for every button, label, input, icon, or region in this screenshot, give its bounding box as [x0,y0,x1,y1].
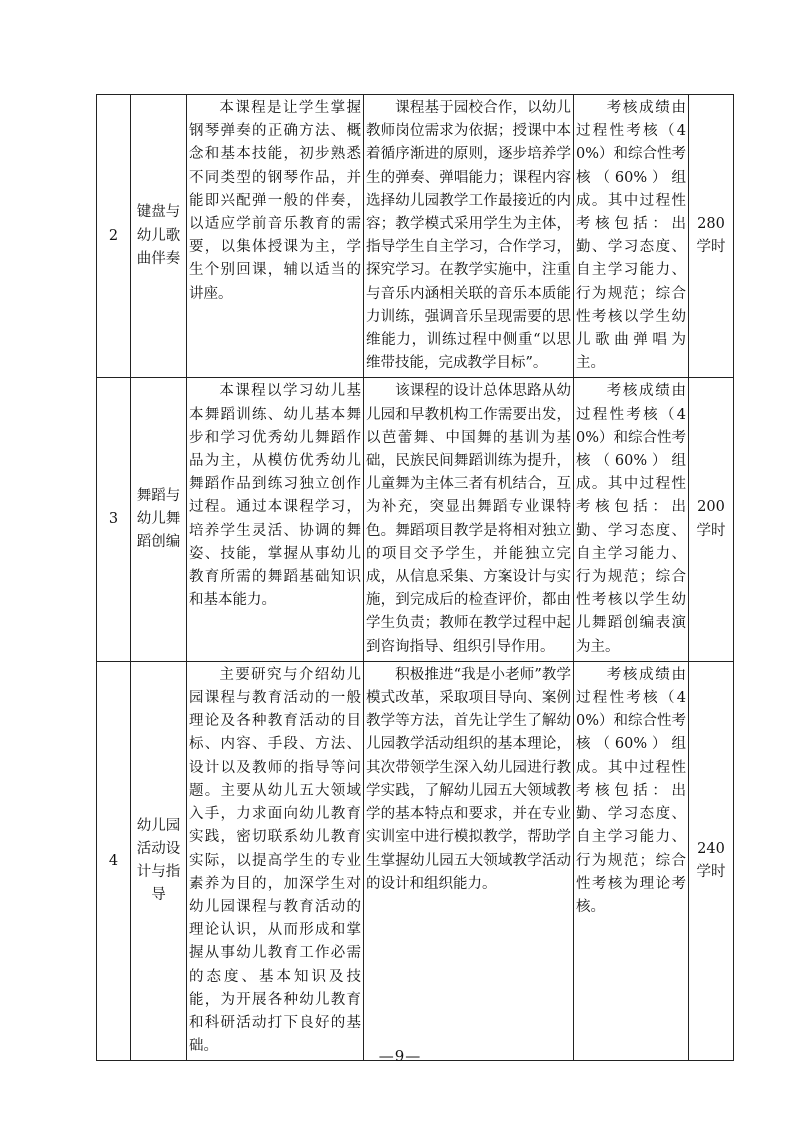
course-goal [187,661,364,1060]
hours-unit: 学时 [696,522,726,539]
assessment-text: 考核成绩由过程性考核（40%）和综合性考核（60%）组成。其中过程性考核包括：出勤、学习态度、自主学习能力、行为规范；综合性考核以学生幼儿歌曲弹唱为主。 [576,100,687,372]
course-table [96,94,734,1061]
table-row [97,378,734,661]
course-goal [187,95,364,378]
row-index: 2 [97,95,131,378]
assessment-text: 考核成绩由过程性考核（40%）和综合性考核（60%）组成。其中过程性考核包括：出勤、学习态度、自主学习能力、行为规范；综合性考核为理论考核。 [576,666,687,915]
row-index: 4 [97,661,131,1060]
course-goal-text: 主要研究与介绍幼儿园课程与教育活动的一般理论及各种教育活动的目标、内容、手段、方法、设计以及教师的指导等问题。主要从幼儿五大领域入手，力求面向幼儿教育实践，密切联系幼儿教育实际，以提高学生的专业素养为目的，加深学生对幼儿园课程与教育活动的理论认识，从而形成和掌握从事幼儿教育工作必需的态度、基本知识及技能，为开展各种幼儿教育和科研活动打下良好的基础。 [189,666,361,1055]
hours-number: 200 [697,499,725,516]
page-number: —9— [378,1047,422,1065]
course-name: 幼儿园活动设计与指导 [131,661,187,1060]
course-goal-text: 本课程是让学生掌握钢琴弹奏的正确方法、概念和基本技能，初步熟悉不同类型的钢琴作品，并能即兴配弹一般的伴奏，以适应学前音乐教育的需要，以集体授课为主，学生个别回课，辅以适当的讲座。 [189,100,361,302]
course-hours [689,661,734,1060]
teaching-method [364,661,574,1060]
row-index: 3 [97,378,131,661]
teaching-method [364,95,574,378]
assessment-text: 考核成绩由过程性考核（40%）和综合性考核（60%）组成。其中过程性考核包括：出勤、学习态度、自主学习能力、行为规范；综合性考核以学生幼儿舞蹈创编表演为主。 [576,383,687,655]
teaching-method-text: 该课程的设计总体思路从幼儿园和早教机构工作需要出发，以芭蕾舞、中国舞的基训为基础，民族民间舞蹈训练为提升，儿童舞为主体三者有机结合，互为补充，突显出舞蹈专业课特色。舞蹈项目教学是将相对独立的项目交予学生，并能独立完成，从信息采集、方案设计与实施，到完成后的检查评价，都由学生负责；教师在教学过程中起到咨询指导、组织引导作用。 [366,383,571,655]
course-hours [689,378,734,661]
course-hours [689,95,734,378]
teaching-method-text: 课程基于园校合作，以幼儿教师岗位需求为依据；授课中本着循序渐进的原则，逐步培养学生的弹奏、弹唱能力；课程内容选择幼儿园教学工作最接近的内容；教学模式采用学生为主体，指导学生自主学习，合作学习，探究学习。在教学实施中，注重与音乐内涵相关联的音乐本质能力训练，强调音乐呈现需要的思维能力，训练过程中侧重“以思维带技能，完成教学目标”。 [366,100,571,372]
hours-unit: 学时 [696,239,726,256]
course-goal [187,378,364,661]
course-name: 舞蹈与幼儿舞蹈创编 [131,378,187,661]
assessment [574,95,689,378]
hours-number: 240 [697,840,725,857]
assessment [574,378,689,661]
teaching-method-text: 积极推进“我是小老师”教学模式改革，采取项目导向、案例教学等方法，首先让学生了解幼儿园教学活动组织的基本理论，其次带领学生深入幼儿园进行教学实践，了解幼儿园五大领域教学的基本特点和要求，并在专业实训室中进行模拟教学，帮助学生掌握幼儿园五大领域教学活动的设计和组织能力。 [366,666,571,892]
teaching-method [364,378,574,661]
course-goal-text: 本课程以学习幼儿基本舞蹈训练、幼儿基本舞步和学习优秀幼儿舞蹈作品为主，从模仿优秀幼儿舞蹈作品到练习独立创作过程。通过本课程学习，培养学生灵活、协调的舞姿、技能，掌握从事幼儿教育所需的舞蹈基础知识和基本能力。 [189,383,361,609]
table-row [97,95,734,378]
hours-unit: 学时 [696,864,726,881]
table-row [97,661,734,1060]
assessment [574,661,689,1060]
hours-number: 280 [697,216,725,233]
course-name: 键盘与幼儿歌曲伴奏 [131,95,187,378]
